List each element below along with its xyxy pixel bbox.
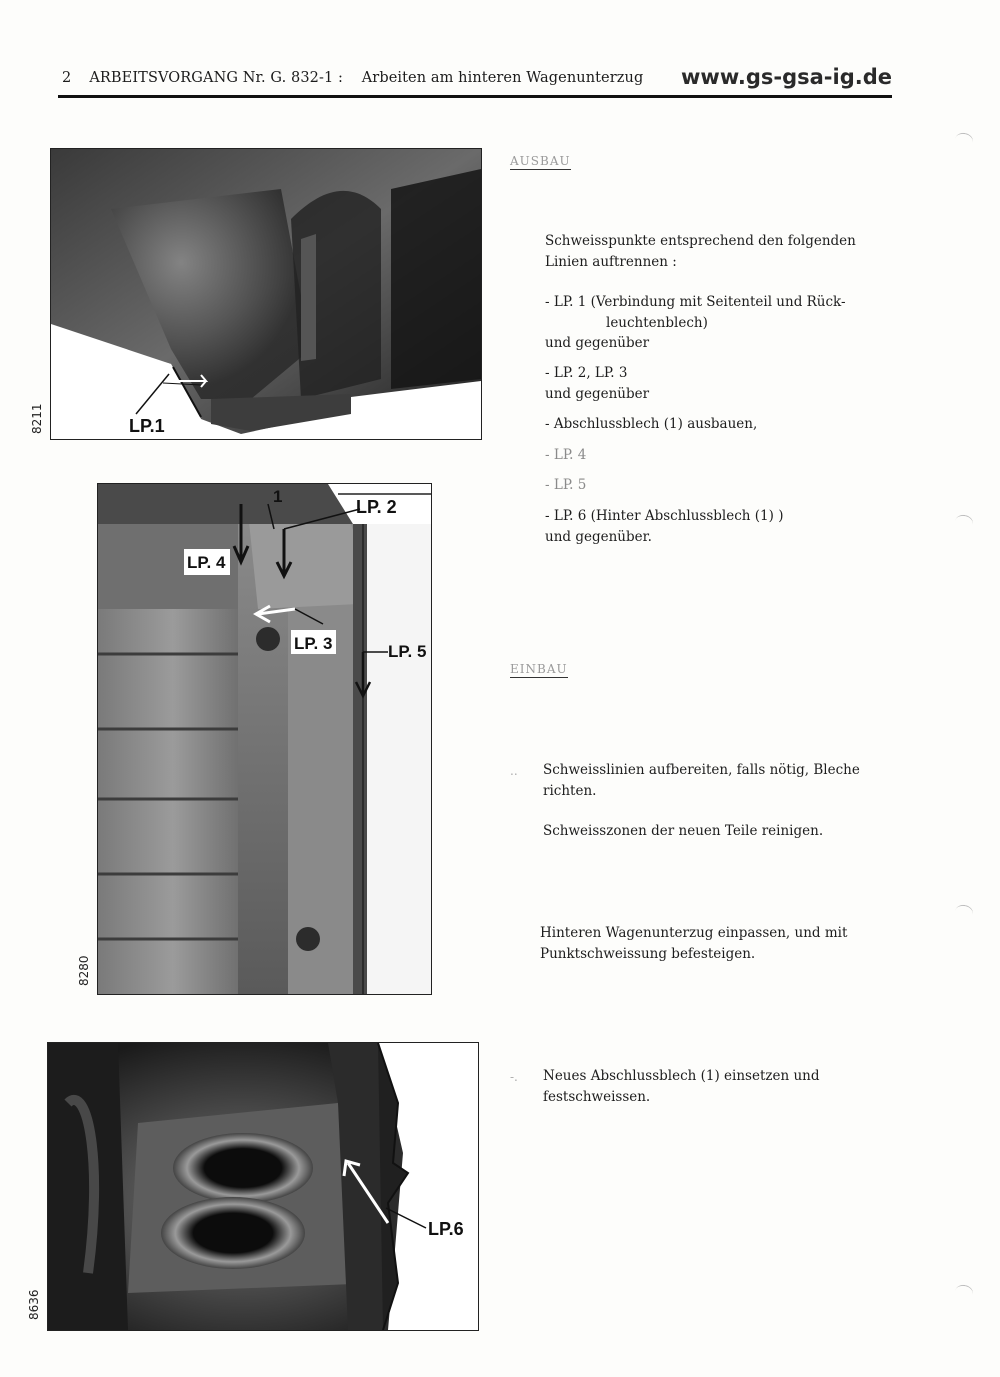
einbau-step1-line1: Schweisslinien aufbereiten, falls nötig, Bleche: [543, 762, 860, 778]
punch-mark: [954, 1283, 975, 1301]
ausbau-lp1: [545, 292, 846, 354]
einbau-step1-mark: ..: [510, 764, 518, 778]
punch-mark: [954, 513, 975, 531]
website-url[interactable]: www.gs-gsa-ig.de: [681, 65, 892, 89]
ausbau-lp4: - LP. 4: [545, 447, 587, 463]
lp1-line1: - LP. 1 (Verbindung mit Seitenteil und Rück-: [545, 294, 846, 310]
lp6-line2: und gegenüber.: [545, 528, 652, 545]
photo-label-lp3: LP. 3: [294, 634, 333, 653]
photo-8636-image: [48, 1043, 478, 1330]
photo-label-lp6: LP.6: [428, 1219, 464, 1239]
photo-label-1: 1: [273, 487, 283, 506]
einbau-step1-line2: richten.: [543, 782, 597, 799]
einbau-step4-line1: Neues Abschlussblech (1) einsetzen und: [543, 1068, 820, 1084]
punch-mark: [954, 131, 975, 149]
lp6-line1: - LP. 6 (Hinter Abschlussblech (1) ): [545, 508, 784, 524]
photo-8280: [97, 483, 432, 995]
einbau-step3: [540, 923, 847, 964]
photo-number-8636: 8636: [27, 1289, 41, 1320]
title-prefix: ARBEITSVORGANG Nr.: [89, 70, 266, 86]
photo-number-8280: 8280: [77, 955, 91, 986]
photo-label-lp2: LP. 2: [356, 497, 397, 517]
einbau-step4: [543, 1066, 820, 1107]
ausbau-remove-step: - Abschlussblech (1) ausbauen,: [545, 416, 758, 432]
photo-8280-image: [98, 484, 431, 994]
lp1-line2: leuchtenblech): [606, 314, 708, 331]
ausbau-lp5: - LP. 5: [545, 477, 587, 493]
lp23-line2: und gegenüber: [545, 385, 650, 402]
einbau-step4-mark: -.: [510, 1070, 518, 1084]
header-title-line: [62, 70, 643, 86]
page-number: 2: [62, 70, 72, 86]
photo-label-lp1: LP.1: [129, 416, 165, 436]
punch-mark: [954, 903, 975, 921]
ausbau-intro-line2: Linien auftrennen :: [545, 253, 677, 270]
header-rule: [58, 95, 892, 98]
photo-number-8211: 8211: [30, 403, 44, 434]
einbau-step3-line2: Punktschweissung befesteigen.: [540, 945, 756, 962]
ausbau-intro-line1: Schweisspunkte entsprechend den folgenden: [545, 233, 856, 249]
header-title: Arbeiten am hinteren Wagenunterzug: [361, 70, 644, 86]
photo-8211: [50, 148, 482, 440]
ausbau-heading: AUSBAU: [510, 154, 571, 168]
photo-label-lp5: LP. 5: [388, 642, 427, 661]
einbau-step3-line1: Hinteren Wagenunterzug einpassen, und mit: [540, 925, 848, 941]
photo-label-lp4: LP. 4: [187, 553, 226, 572]
einbau-heading: EINBAU: [510, 662, 568, 676]
page-header: [58, 65, 892, 98]
lp1-line3: und gegenüber: [545, 335, 650, 351]
operation-number: G. 832-1 :: [270, 70, 343, 86]
ausbau-lp23: [545, 363, 649, 404]
einbau-step4-line2: festschweissen.: [543, 1088, 651, 1105]
photo-8636: [47, 1042, 479, 1331]
lp23-line1: - LP. 2, LP. 3: [545, 365, 628, 381]
photo-8211-image: [51, 149, 481, 439]
ausbau-lp6: [545, 506, 783, 547]
einbau-step2: Schweisszonen der neuen Teile reinigen.: [543, 823, 824, 839]
einbau-step1: [543, 760, 860, 801]
ausbau-intro: [545, 231, 856, 272]
